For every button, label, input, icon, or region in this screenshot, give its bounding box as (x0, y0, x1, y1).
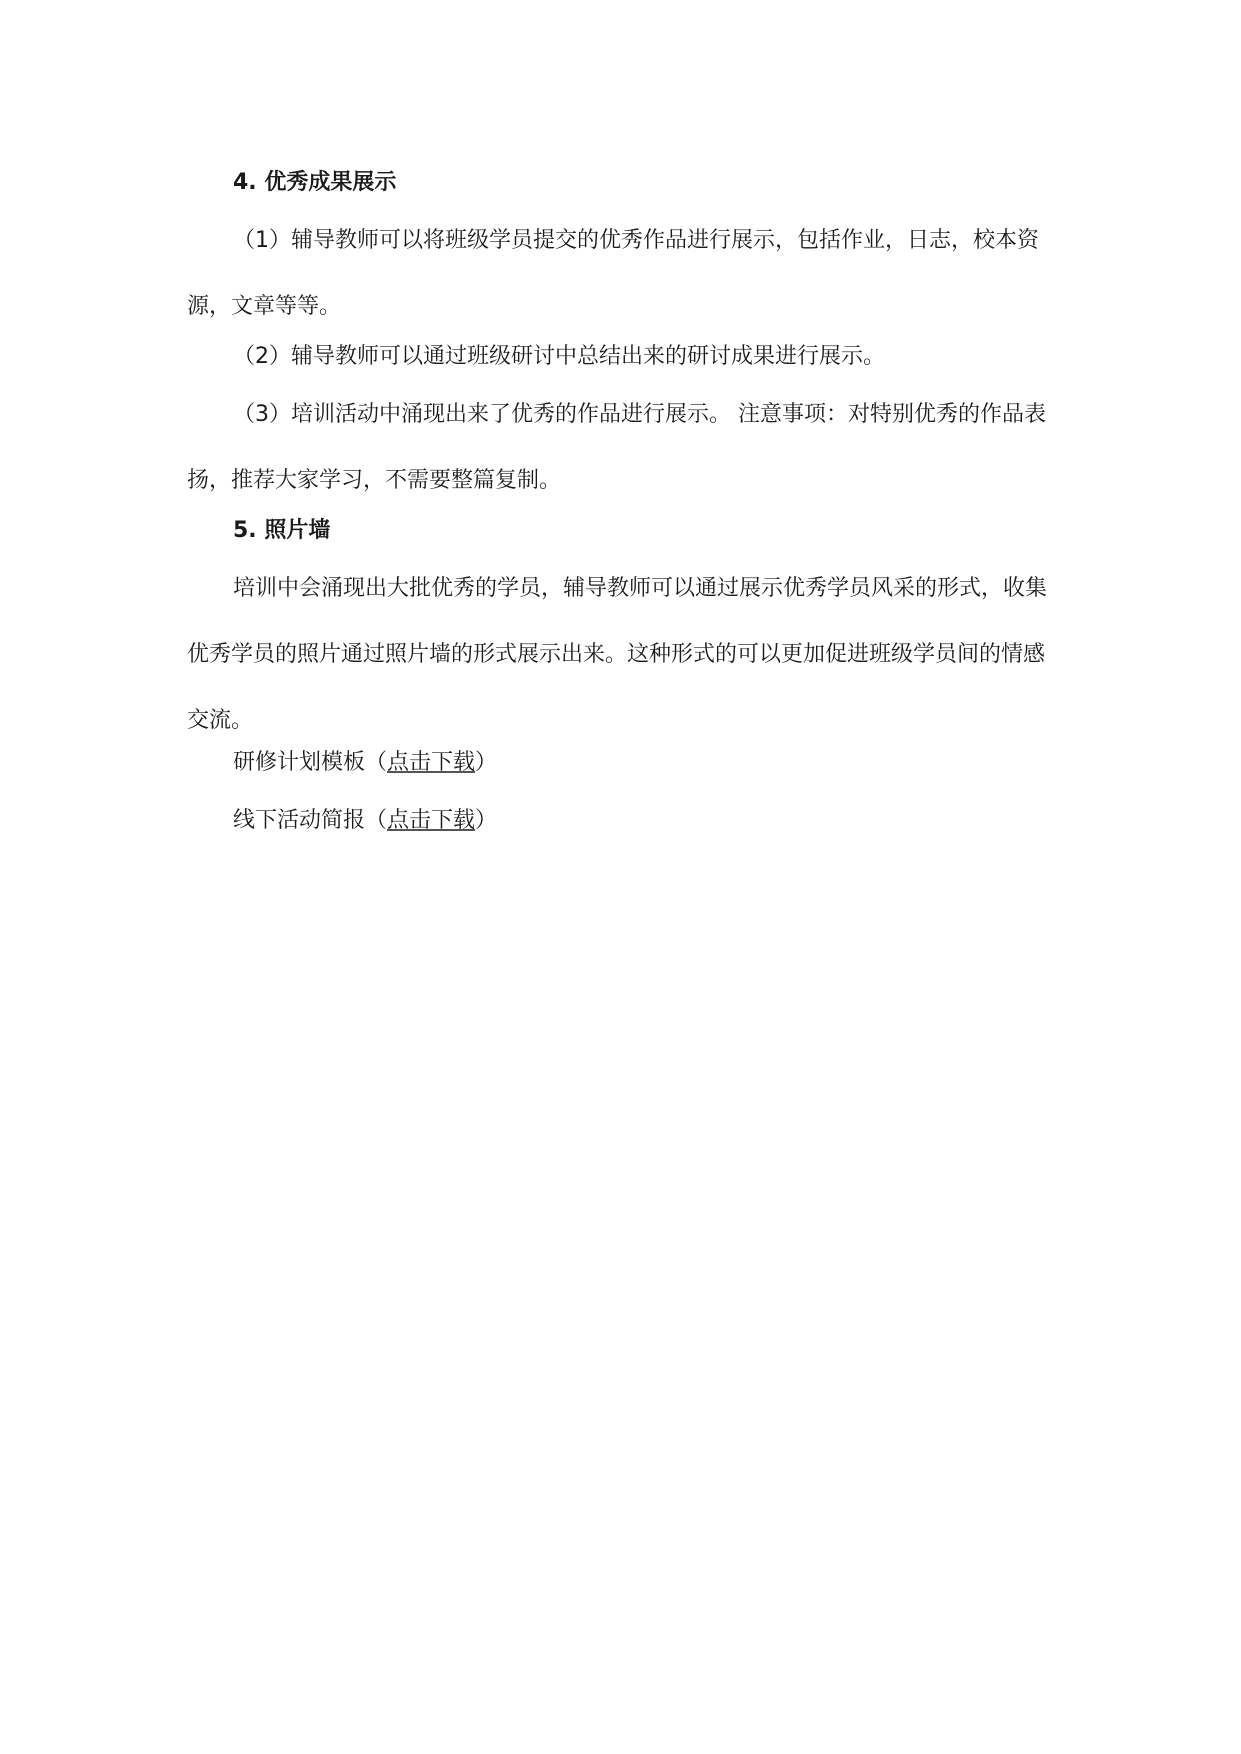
download-label: 线下活动简报（ (233, 808, 388, 833)
download-close-paren: ） (475, 808, 498, 833)
section-4-heading: 4. 优秀成果展示 (233, 170, 397, 195)
section-4-item-2: （2）辅导教师可以通过班级研讨中总结出来的研讨成果进行展示。 (233, 344, 885, 369)
download-label: 研修计划模板（ (233, 750, 388, 775)
download-line-activity-brief (187, 788, 1057, 854)
download-close-paren: ） (475, 750, 498, 775)
section-4-item-3: （3）培训活动中涌现出来了优秀的作品进行展示。 注意事项：对特别优秀的作品表扬，推荐大家学习，不需要整篇复制。 (187, 402, 1046, 493)
download-link-activity-brief[interactable]: 点击下载 (387, 808, 476, 833)
section-4-item-1: （1）辅导教师可以将班级学员提交的优秀作品进行展示，包括作业，日志，校本资源，文章等等。 (187, 228, 1039, 319)
section-5-heading: 5. 照片墙 (233, 518, 331, 543)
section-5-body: 培训中会涌现出大批优秀的学员，辅导教师可以通过展示优秀学员风采的形式，收集优秀学员的照片通过照片墙的形式展示出来。这种形式的可以更加促进班级学员间的情感交流。 (187, 576, 1048, 733)
download-line-plan-template (187, 730, 1057, 796)
download-link-plan-template[interactable]: 点击下载 (387, 750, 476, 775)
